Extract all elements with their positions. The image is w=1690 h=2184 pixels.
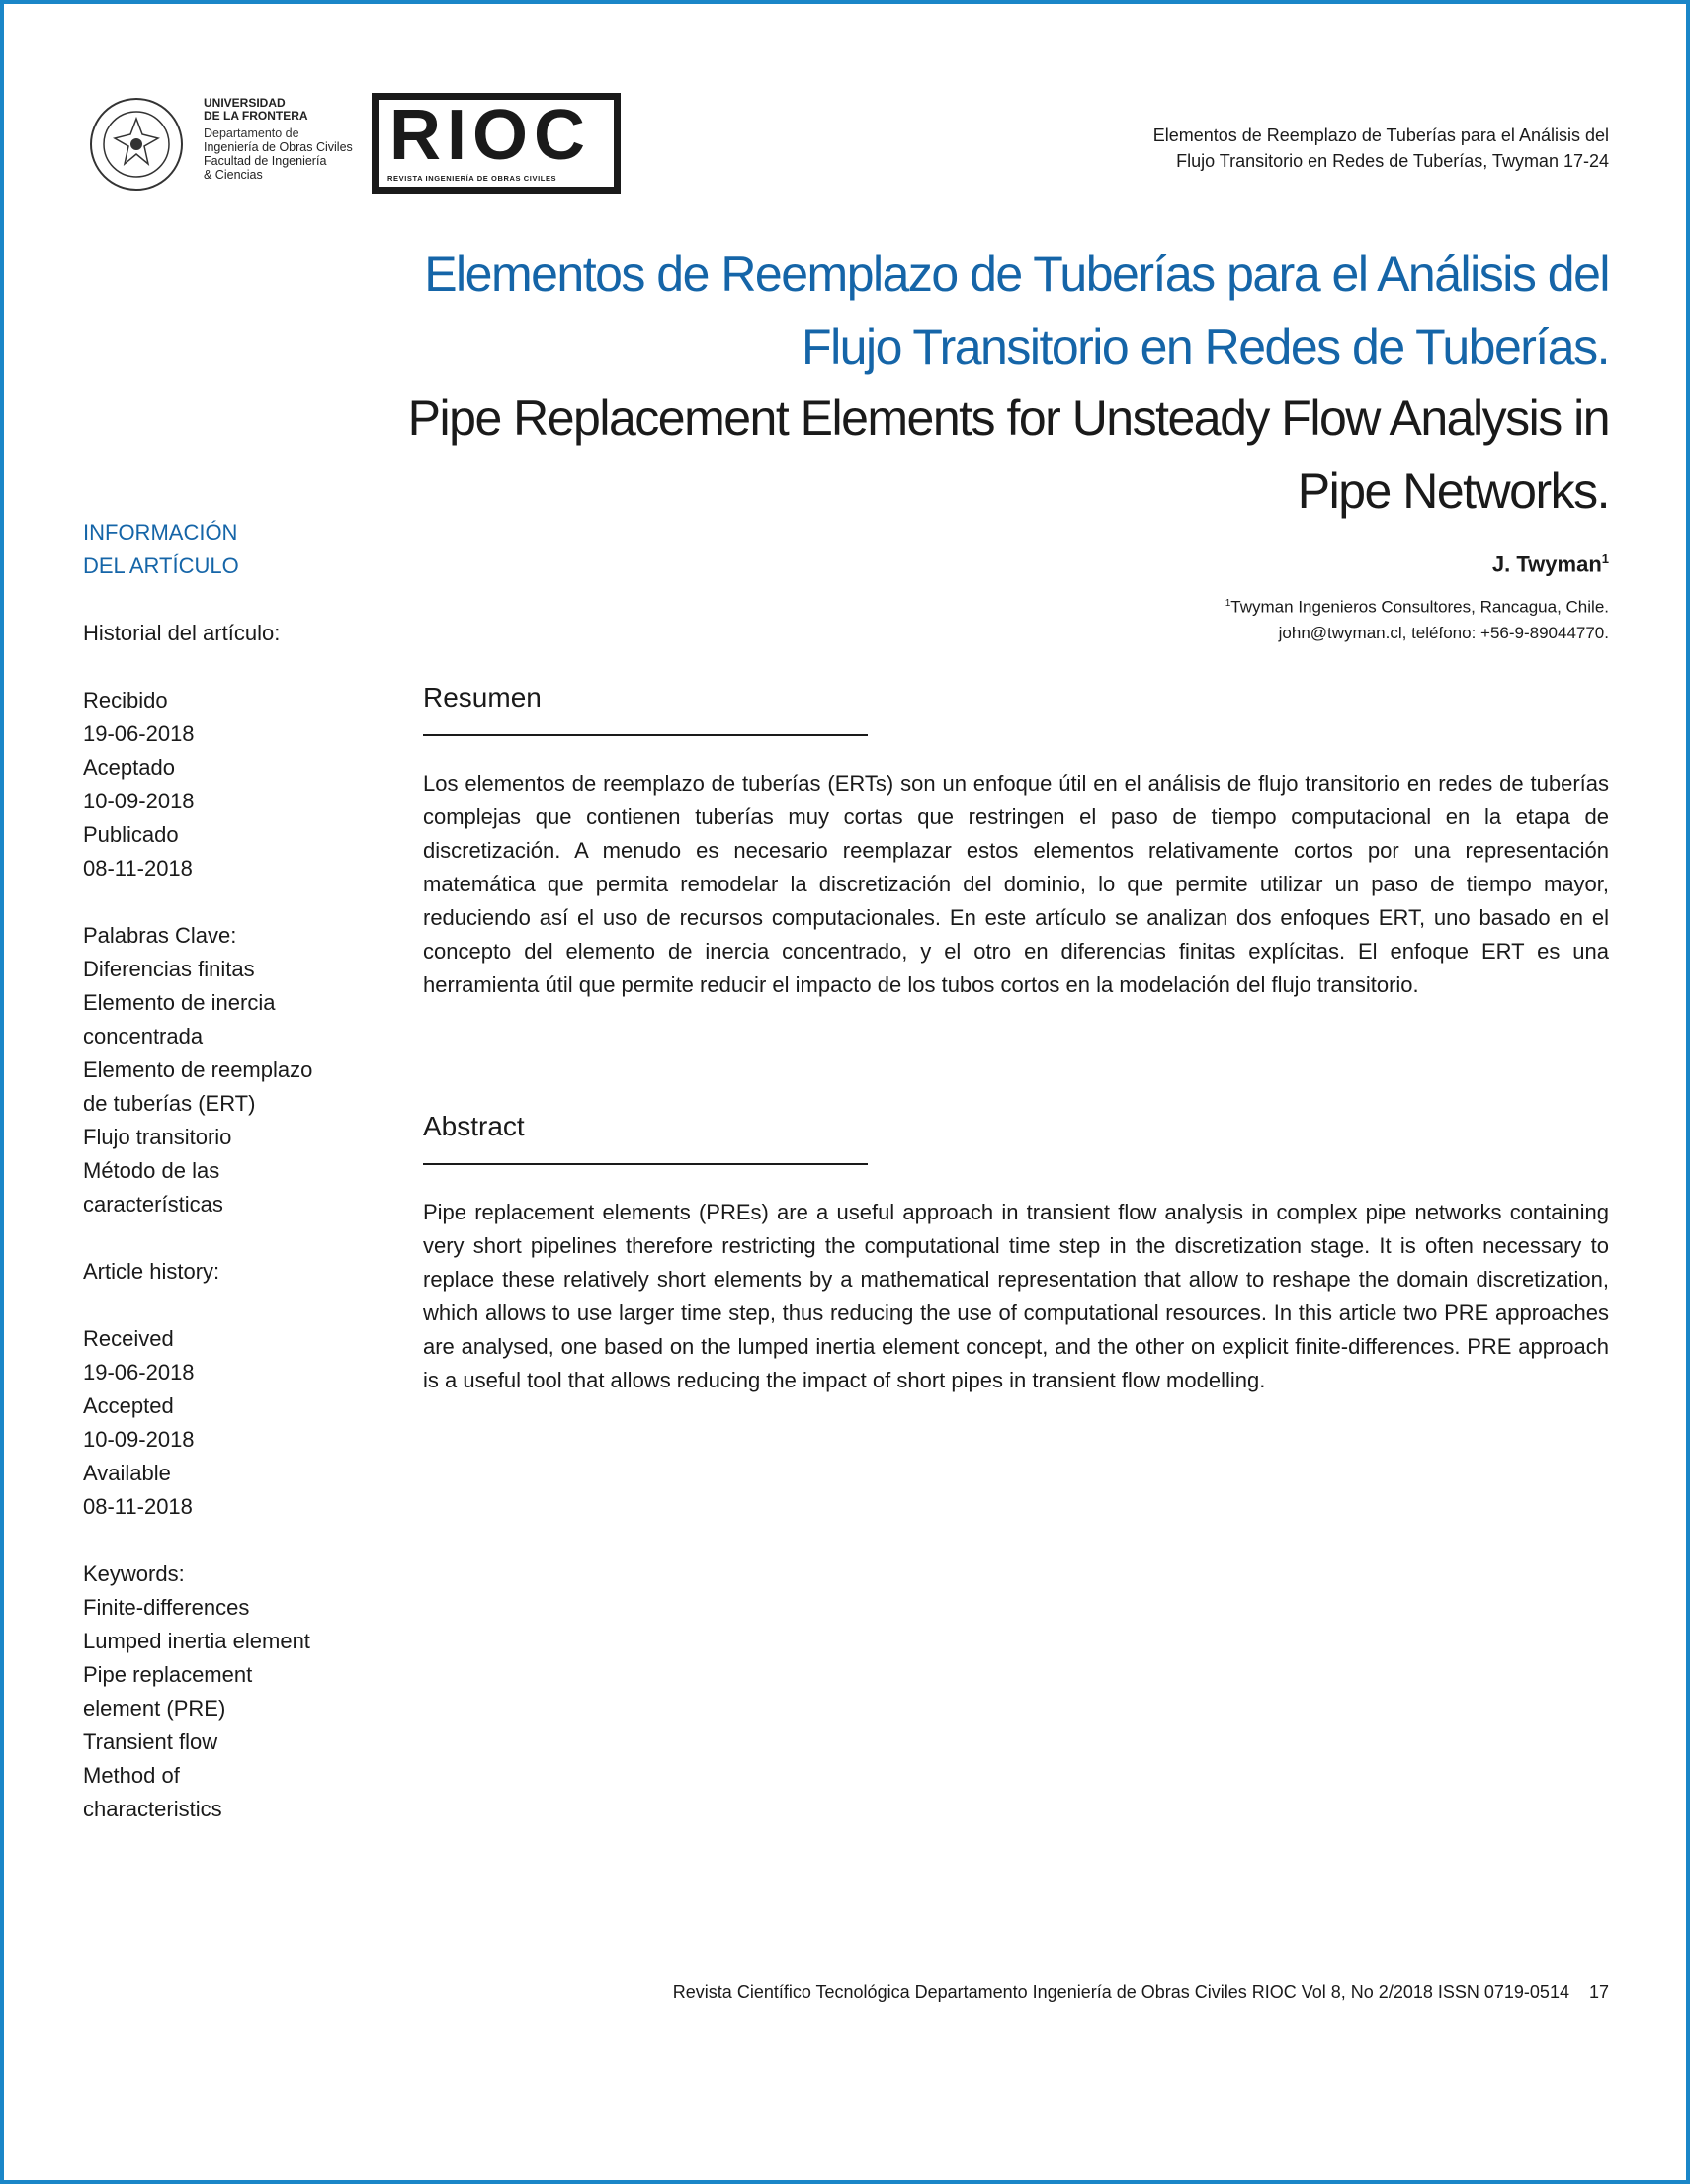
accepted-es-date: 10-09-2018 [83,789,195,813]
university-logo [83,95,370,194]
keyword-en: Pipe replacement [83,1662,253,1687]
article-info-heading [83,516,370,583]
article-info-heading-line1: INFORMACIÓN [83,520,238,545]
available-en-label: Available [83,1461,171,1485]
running-head-line2: Flujo Transitorio en Redes de Tuberías, Twyman 17-24 [1176,151,1609,171]
history-en-label: Article history: [83,1259,220,1284]
keywords-en-label: Keywords: [83,1561,185,1586]
title-english-line1: Pipe Replacement Elements for Unsteady Flow Analysis in [407,390,1609,446]
available-en-date: 08-11-2018 [83,1494,193,1519]
department-line1: Departamento de [204,126,299,140]
published-es-date: 08-11-2018 [83,856,193,881]
page-footer [673,1982,1609,2003]
keyword-es: Diferencias finitas [83,957,255,981]
received-es-date: 19-06-2018 [83,721,195,746]
department-line3: Facultad de Ingeniería [204,154,327,168]
department-line4: & Ciencias [204,168,263,182]
keyword-en: Lumped inertia element [83,1629,310,1653]
keyword-en: element (PRE) [83,1696,226,1721]
author-name-text: J. Twyman [1491,551,1602,577]
keyword-en: Finite-differences [83,1595,250,1620]
title-english-line2: Pipe Networks. [1297,463,1609,519]
received-en-date: 19-06-2018 [83,1360,195,1385]
history-en-dates [83,1322,370,1524]
university-name-line2: DE LA FRONTERA [204,109,308,123]
article-info-sidebar [83,516,370,1860]
rioc-logo-word: RIOC [389,96,591,175]
rioc-logo-tagline: REVISTA INGENIERÍA DE OBRAS CIVILES [387,174,557,183]
running-head [1153,123,1609,174]
keyword-en: Transient flow [83,1729,218,1754]
affiliation-text: Twyman Ingenieros Consultores, Rancagua, Chile. [1230,597,1609,617]
university-seal-icon [83,95,190,194]
rioc-logo [372,93,621,194]
author-name [1492,551,1609,577]
keyword-es: concentrada [83,1024,204,1049]
resumen-heading: Resumen [423,682,542,713]
author-contact: john@twyman.cl, teléfono: +56-9-89044770. [1278,623,1609,642]
running-head-line1: Elementos de Reemplazo de Tuberías para el Análisis del [1152,126,1609,145]
keyword-en: Method of [83,1763,180,1788]
accepted-en-date: 10-09-2018 [83,1427,195,1452]
keyword-es: características [83,1192,223,1217]
keyword-es: Elemento de inercia [83,990,276,1015]
keywords-es [83,919,370,1221]
title-spanish [324,237,1609,383]
article-info-heading-line2: DEL ARTÍCULO [83,553,239,578]
keyword-es: Elemento de reemplazo [83,1057,313,1082]
keywords-es-label: Palabras Clave: [83,923,237,948]
keyword-es: Método de las [83,1158,220,1183]
accepted-en-label: Accepted [83,1393,174,1418]
university-name-line1: UNIVERSIDAD [204,96,286,110]
department-line2: Ingeniería de Obras Civiles [204,140,353,154]
author-affiliation [1225,591,1609,646]
history-es-label: Historial del artículo: [83,621,281,645]
keywords-en [83,1557,370,1826]
keyword-es: de tuberías (ERT) [83,1091,256,1116]
keyword-en: characteristics [83,1797,222,1821]
abstract-rule [423,1163,868,1165]
keyword-es: Flujo transitorio [83,1125,232,1149]
received-es-label: Recibido [83,688,168,713]
resumen-rule [423,734,868,736]
title-english [324,381,1609,528]
received-en-label: Received [83,1326,174,1351]
footer-journal-info: Revista Científico Tecnológica Departamento Ingeniería de Obras Civiles RIOC Vol 8, No 2/2018 ISSN 0719-0514 [672,1982,1569,2002]
abstract-heading: Abstract [423,1111,525,1141]
published-es-label: Publicado [83,822,179,847]
author-superscript: 1 [1601,551,1609,566]
title-spanish-line2: Flujo Transitorio en Redes de Tuberías. [802,319,1609,375]
history-es-dates [83,684,370,885]
abstract-body: Pipe replacement elements (PREs) are a useful approach in transient flow analysis in complex pipe networks containing very short pipelines therefore restricting the computational time step in the discretization stage. It is often necessary to replace these relatively short elements by a mathematical representation that allow to reshape the domain discretization, which allows to use larger time step, thus reducing the use of computational resources. In this article two PRE approaches are analysed, one based on the lumped inertia element concept, and the other on explicit finite-differences. PRE approach is a useful tool that allows reducing the impact of short pipes in transient flow modelling. [423,1200,1609,1392]
affiliation-superscript: 1 [1225,598,1231,609]
page-number: 17 [1588,1982,1609,2002]
accepted-es-label: Aceptado [83,755,175,780]
resumen-body: Los elementos de reemplazo de tuberías (ERTs) son un enfoque útil en el análisis de flujo transitorio en redes de tuberías complejas que contienen tuberías muy cortas que restringen el paso de tiempo computacional en la etapa de discretización. A menudo es necesario reemplazar estos elementos relativamente cortos por una representación matemática que permita remodelar la discretización del dominio, lo que permite utilizar un paso de tiempo mayor, reduciendo así el uso de recursos computacionales. En este artículo se analizan dos enfoques ERT, uno basado en el concepto del elemento de inercia concentrado, y el otro en diferencias finitas explícitas. El enfoque ERT es una herramienta útil que permite reducir el impacto de los tubos cortos en la modelación del flujo transitorio. [423,771,1609,997]
title-spanish-line1: Elementos de Reemplazo de Tuberías para el Análisis del [424,246,1609,301]
